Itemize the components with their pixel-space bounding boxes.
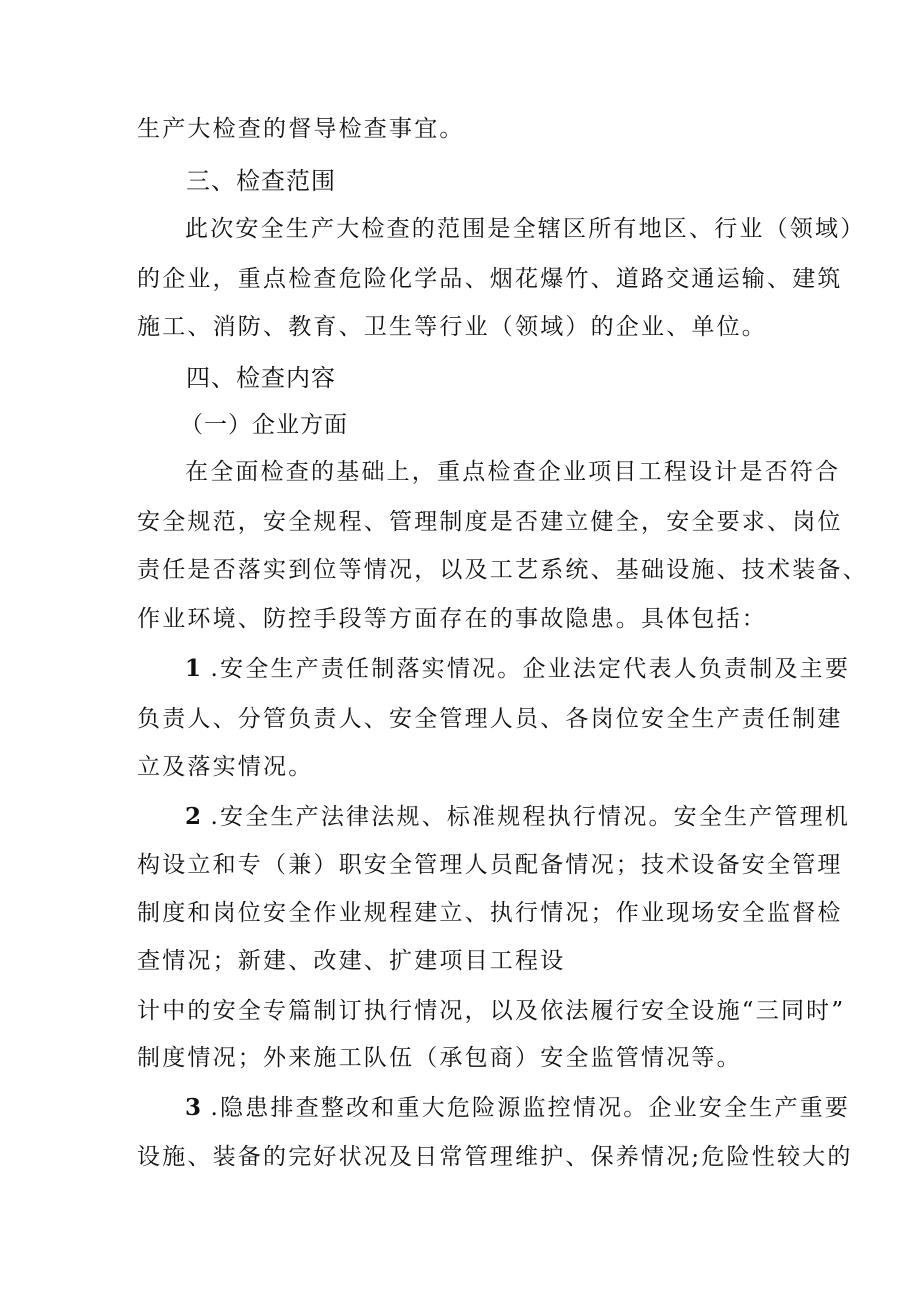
section-heading-content: 四、检查内容 — [186, 364, 336, 392]
paragraph-line: 生产大检查的督导检查事宜。 — [137, 116, 465, 142]
list-item-1-line — [185, 654, 851, 684]
list-item-text: .隐患排查整改和重大危险源监控情况。企业安全生产重要 — [210, 1095, 851, 1121]
section-heading-scope: 三、检查范围 — [186, 167, 336, 195]
list-item-text: .安全生产责任制落实情况。企业法定代表人负责制及主要 — [210, 656, 851, 682]
paragraph-line: 负责人、分管负责人、安全管理人员、各岗位安全生产责任制建 — [137, 706, 843, 732]
paragraph-line: 构设立和专（兼）职安全管理人员配备情况；技术设备安全管理 — [137, 852, 843, 878]
paragraph-line: 在全面检查的基础上，重点检查企业项目工程设计是否符合 — [185, 459, 841, 485]
subsection-heading: （一）企业方面 — [180, 412, 348, 438]
paragraph-line: 作业环境、防控手段等方面存在的事故隐患。具体包括： — [137, 606, 767, 632]
paragraph-line: 制度和岗位安全作业规程建立、执行情况；作业现场安全监督检 — [137, 900, 843, 926]
list-item-text: .安全生产法律法规、标准规程执行情况。安全生产管理机 — [210, 804, 851, 830]
paragraph-line: 安全规范，安全规程、管理制度是否建立健全，安全要求、岗位 — [137, 509, 843, 535]
paragraph-line: 设施、装备的完好状况及日常管理维护、保养情况;危险性较大的 — [137, 1144, 853, 1170]
list-item-number: 1 — [185, 655, 202, 682]
paragraph-line: 制度情况；外来施工队伍（承包商）安全监管情况等。 — [137, 1045, 742, 1071]
paragraph-line: 计中的安全专篇制订执行情况，以及依法履行安全设施“三同时” — [137, 998, 846, 1024]
list-item-2-line — [185, 802, 851, 832]
paragraph-line: 查情况；新建、改建、扩建项目工程设 — [137, 948, 566, 974]
paragraph-line: 施工、消防、教育、卫生等行业（领域）的企业、单位。 — [137, 314, 767, 340]
paragraph-line: 的企业，重点检查危险化学品、烟花爆竹、道路交通运输、建筑 — [137, 266, 843, 292]
list-item-number: 2 — [185, 803, 202, 830]
paragraph-line: 责任是否落实到位等情况，以及工艺系统、基础设施、技术装备、 — [137, 557, 868, 583]
paragraph-line: 此次安全生产大检查的范围是全辖区所有地区、行业（领域） — [185, 216, 866, 242]
list-item-3-line — [185, 1093, 851, 1123]
list-item-number: 3 — [185, 1094, 202, 1121]
paragraph-line: 立及落实情况。 — [137, 754, 314, 780]
